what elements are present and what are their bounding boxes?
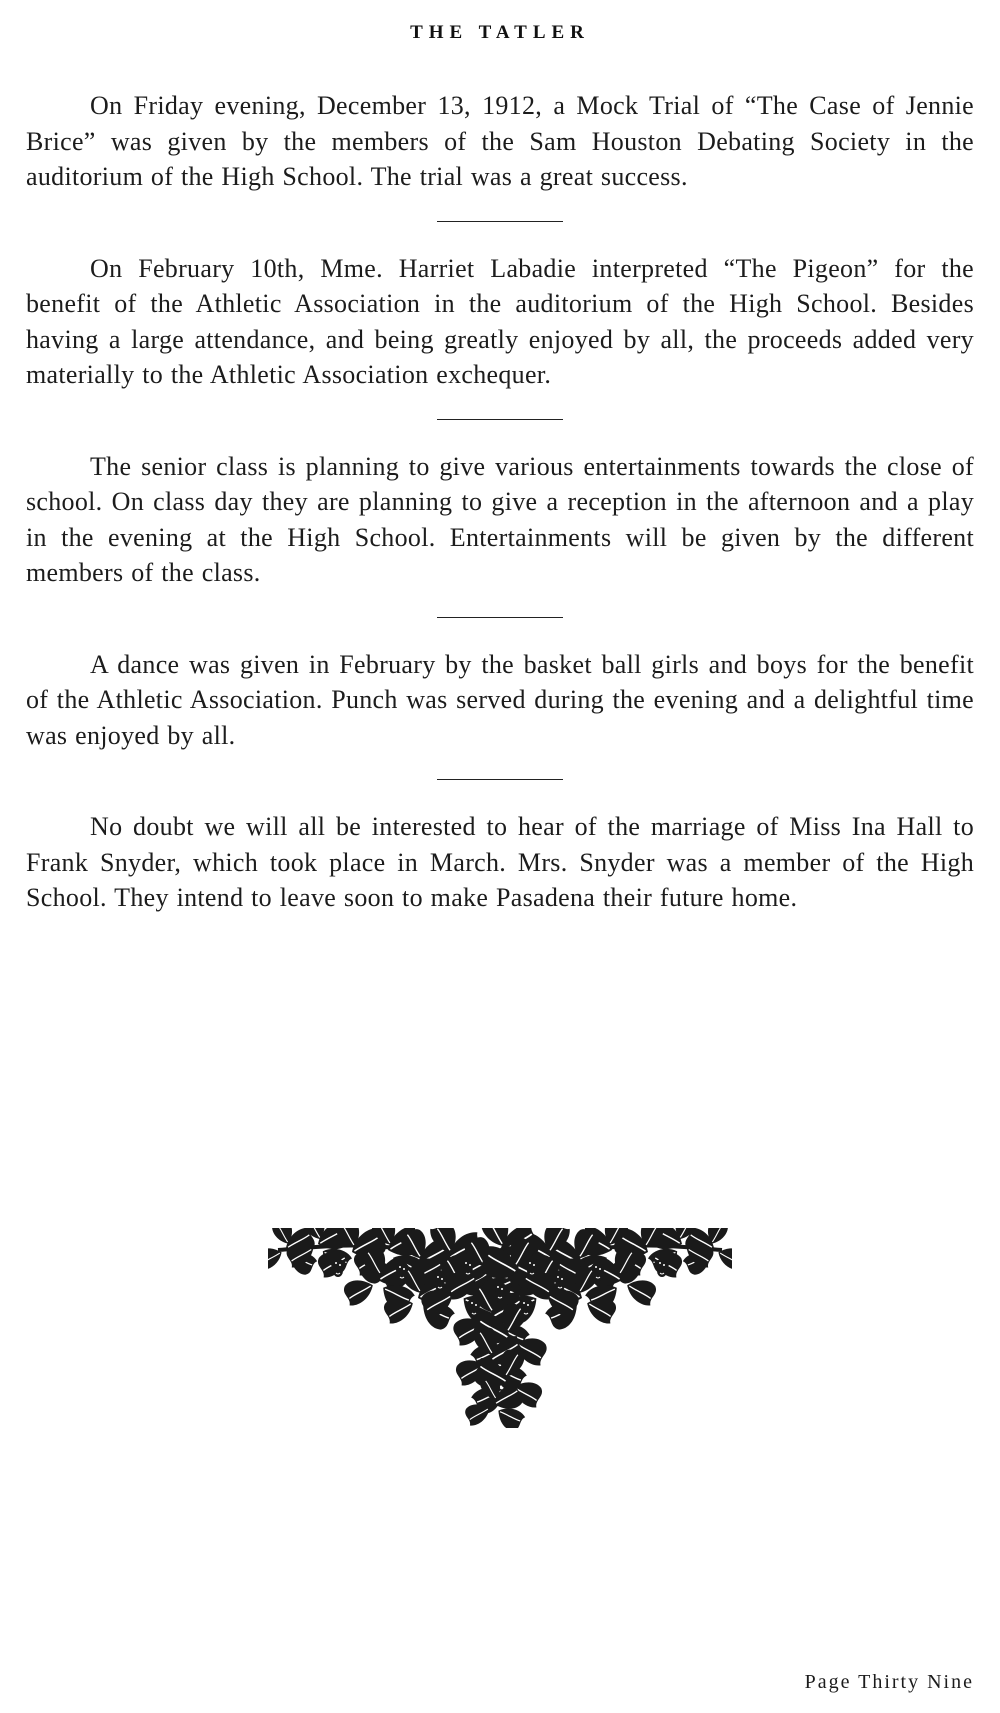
article-body [26,88,974,916]
section-divider [437,221,563,222]
section-divider [437,779,563,780]
page-number: Page Thirty Nine [804,1671,974,1693]
section-divider [437,617,563,618]
paragraph-marriage: No doubt we will all be interested to hear of the marriage of Miss Ina Hall to Frank Snyder, which took place in March. Mrs. Snyder was a member of the High School. They intend to leave soon to make Pasadena their future home. [26,812,974,912]
running-head: THE TATLER [410,22,590,43]
paragraph-dance: A dance was given in February by the basket ball girls and boys for the benefit of the Athletic Association. Punch was served during the evening and a delightful time was enjoyed by all. [26,649,974,750]
paragraph-senior-class: The senior class is planning to give various entertainments towards the close of school. On class day they are planning to give a reception in the afternoon and a play in the evening at the High School. Entertainments will be given by the different members of the class. [26,451,974,587]
paragraph-mock-trial: On Friday evening, December 13, 1912, a Mock Trial of “The Case of Jennie Brice” was given by the members of the Sam Houston Debating Society in the auditorium of the High School. The trial was a great success. [26,91,974,191]
section-divider [437,419,563,420]
oak-leaf-ornament-icon [268,1228,732,1428]
paragraph-the-pigeon: On February 10th, Mme. Harriet Labadie interpreted “The Pigeon” for the benefit of the Athletic Association in the auditorium of the High School. Besides having a large attendance, and being greatly enjoyed by all, the proceeds added very materially to the Athletic Association exchequer. [26,253,974,389]
